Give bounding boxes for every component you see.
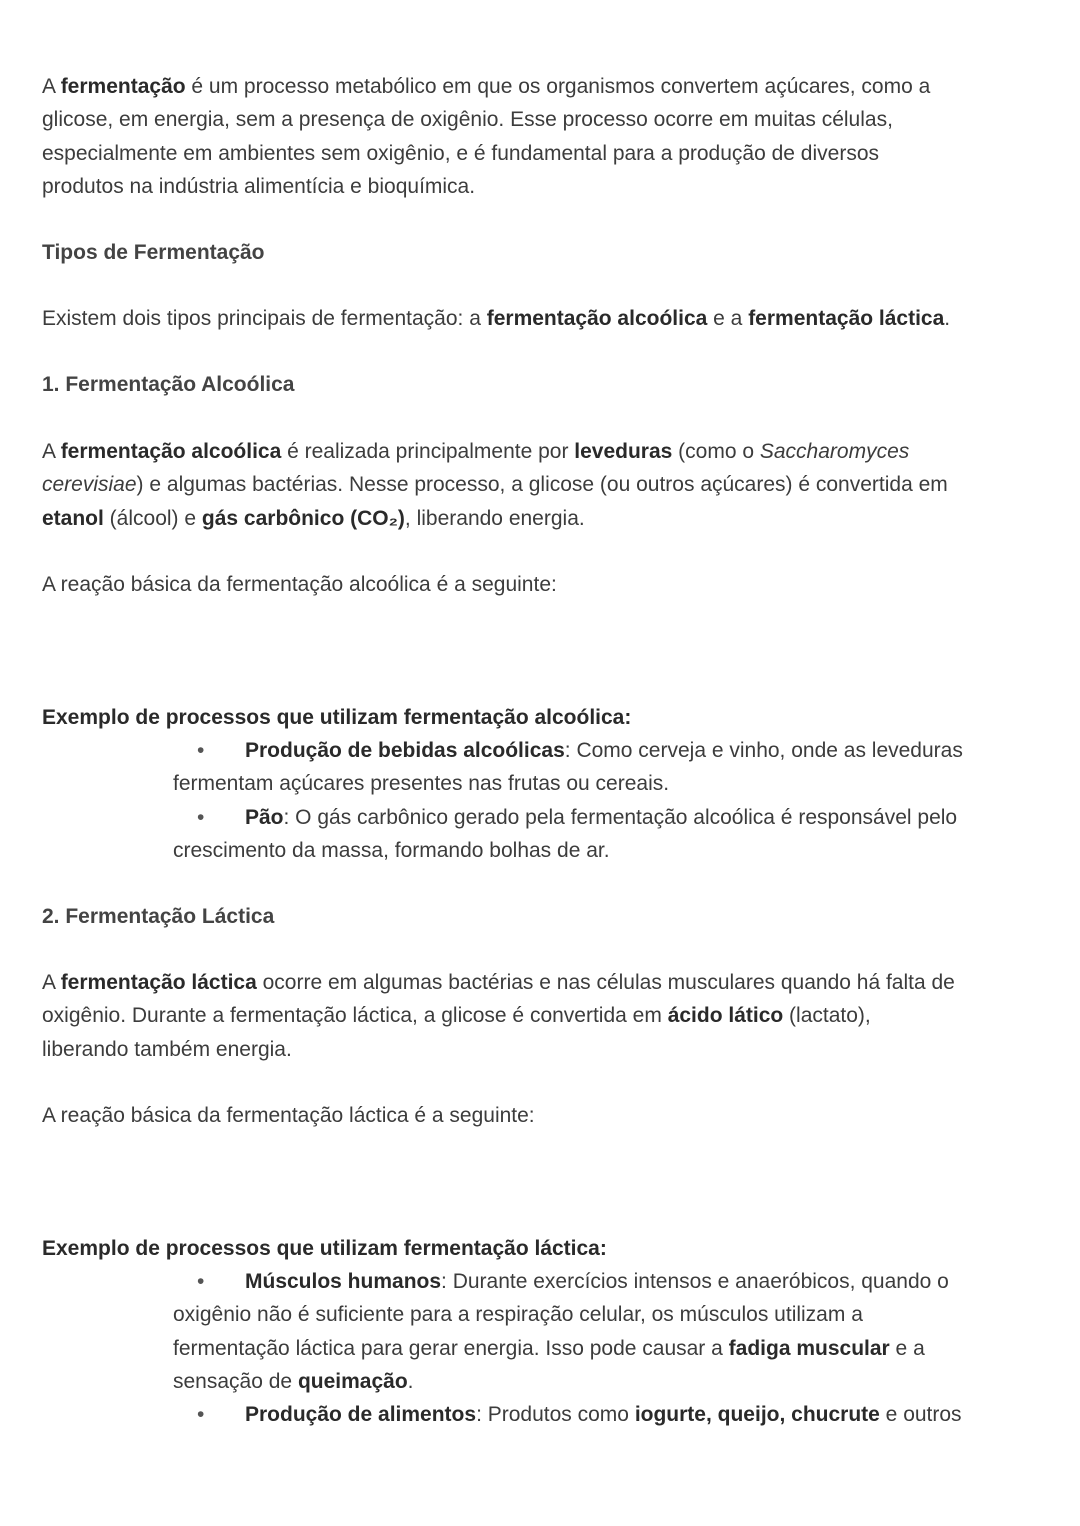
text-line: [42, 1033, 1060, 1066]
text-line: [173, 1332, 1060, 1365]
text: : Durante exercícios intensos e anaeróbicos, quando o: [441, 1270, 949, 1293]
text: (lactato),: [783, 1004, 871, 1028]
bullet-list-item: [173, 1265, 1060, 1398]
text: : Produtos como: [476, 1403, 635, 1426]
bullet-list-item: [173, 734, 1060, 801]
text: especialmente em ambientes sem oxigênio, e é fundamental para a produção de diversos: [42, 141, 879, 165]
text-line: [173, 1365, 1060, 1398]
text-line: [42, 999, 1060, 1032]
text-line: [173, 767, 1060, 800]
text: oxigênio. Durante a fermentação láctica, a glicose é convertida em: [42, 1004, 668, 1028]
text-line: [42, 137, 1060, 170]
text-line: [173, 834, 1060, 867]
text-line: [42, 1099, 1060, 1132]
text: (álcool) e: [103, 506, 202, 530]
bold-text: fadiga muscular: [728, 1336, 890, 1360]
text: 1. Fermentação Alcoólica: [42, 373, 295, 396]
bold-text: gás carbônico (CO₂): [201, 506, 405, 530]
section-heading: [42, 1232, 1060, 1265]
text: A: [42, 75, 61, 98]
bold-text: fermentação láctica: [60, 971, 257, 994]
text: 2. Fermentação Láctica: [42, 905, 275, 928]
bullet-icon: •: [197, 1270, 205, 1293]
italic-text: Saccharomyces: [759, 440, 910, 463]
text-line: [42, 302, 1060, 335]
section-heading: [42, 701, 1060, 734]
text-line: [42, 966, 1060, 999]
text: e a: [889, 1336, 925, 1360]
text: fermentam açúcares presentes nas frutas ou cereais.: [173, 772, 670, 796]
bullet-icon: •: [197, 806, 205, 829]
text: , liberando energia.: [404, 506, 585, 530]
text-line: [42, 468, 1060, 501]
text: oxigênio não é suficiente para a respiração celular, os músculos utilizam a: [173, 1303, 863, 1327]
text: crescimento da massa, formando bolhas de ar.: [173, 839, 610, 863]
section-heading: [42, 368, 1060, 401]
text-line: [173, 801, 1060, 834]
bold-text: fermentação: [60, 75, 186, 98]
text: é realizada principalmente por: [281, 440, 575, 463]
paragraph: [42, 568, 1060, 601]
bullet-icon: •: [197, 1403, 205, 1426]
text: glicose, em energia, sem a presença de oxigênio. Esse processo ocorre em muitas células,: [42, 108, 893, 132]
text: Tipos de Fermentação: [42, 241, 265, 264]
text: produtos na indústria alimentícia e bioquímica.: [42, 174, 476, 198]
bold-text: queimação: [297, 1369, 408, 1393]
text: Existem dois tipos principais de fermentação: a: [42, 307, 487, 330]
text-line: [42, 1232, 1060, 1265]
text: A: [42, 971, 61, 994]
bold-text: fermentação alcoólica: [486, 307, 708, 330]
text-line: [173, 1298, 1060, 1331]
paragraph: [42, 966, 1060, 1066]
bold-text: Produção de bebidas alcoólicas: [245, 739, 565, 762]
paragraph: [42, 435, 1060, 535]
text-line: [42, 170, 1060, 203]
paragraph: [42, 302, 1060, 335]
text: A: [42, 440, 61, 463]
text: (como o: [672, 440, 760, 463]
text-line: [42, 368, 1060, 401]
text-line: [42, 502, 1060, 535]
paragraph: [42, 70, 1060, 203]
text: Exemplo de processos que utilizam fermentação alcoólica:: [42, 706, 632, 729]
text-line: [173, 734, 1060, 767]
text: : O gás carbônico gerado pela fermentação alcoólica é responsável pelo: [283, 806, 958, 829]
text-line: [42, 70, 1060, 103]
text: Exemplo de processos que utilizam fermentação láctica:: [42, 1237, 607, 1260]
bold-text: leveduras: [574, 440, 673, 463]
text: : Como cerveja e vinho, onde as leveduras: [564, 739, 963, 762]
text: .: [944, 307, 951, 330]
text-line: [42, 568, 1060, 601]
section-heading: [42, 900, 1060, 933]
bold-text: iogurte, queijo, chucrute: [634, 1403, 880, 1426]
bold-text: etanol: [42, 506, 104, 530]
bold-text: ácido lático: [667, 1004, 784, 1028]
text: e outros: [879, 1403, 962, 1426]
bold-text: fermentação láctica: [748, 307, 945, 330]
paragraph: [42, 1099, 1060, 1132]
text-line: [42, 435, 1060, 468]
text-line: [42, 236, 1060, 269]
text: ocorre em algumas bactérias e nas células musculares quando há falta de: [256, 971, 955, 994]
text: A reação básica da fermentação láctica é a seguinte:: [42, 1104, 535, 1127]
section-heading: [42, 236, 1060, 269]
text: liberando também energia.: [42, 1037, 292, 1061]
text: .: [407, 1369, 414, 1393]
bold-text: Músculos humanos: [245, 1270, 442, 1293]
bullet-list-item: [173, 801, 1060, 868]
bold-text: Produção de alimentos: [245, 1403, 477, 1426]
text: e a: [707, 307, 749, 330]
bullet-list-item: [173, 1398, 1060, 1431]
bold-text: Pão: [245, 806, 284, 829]
text: A reação básica da fermentação alcoólica é a seguinte:: [42, 573, 557, 596]
text: fermentação láctica para gerar energia. Isso pode causar a: [173, 1336, 729, 1360]
italic-text: cerevisiae: [42, 473, 137, 497]
text-line: [42, 701, 1060, 734]
text: sensação de: [173, 1369, 298, 1393]
text-line: [173, 1265, 1060, 1298]
text: é um processo metabólico em que os organismos convertem açúcares, como a: [185, 75, 931, 98]
bold-text: fermentação alcoólica: [60, 440, 282, 463]
text: ) e algumas bactérias. Nesse processo, a glicose (ou outros açúcares) é convertida em: [136, 473, 948, 497]
text-line: [42, 103, 1060, 136]
bullet-icon: •: [197, 739, 205, 762]
text-line: [173, 1398, 1060, 1431]
text-line: [42, 900, 1060, 933]
